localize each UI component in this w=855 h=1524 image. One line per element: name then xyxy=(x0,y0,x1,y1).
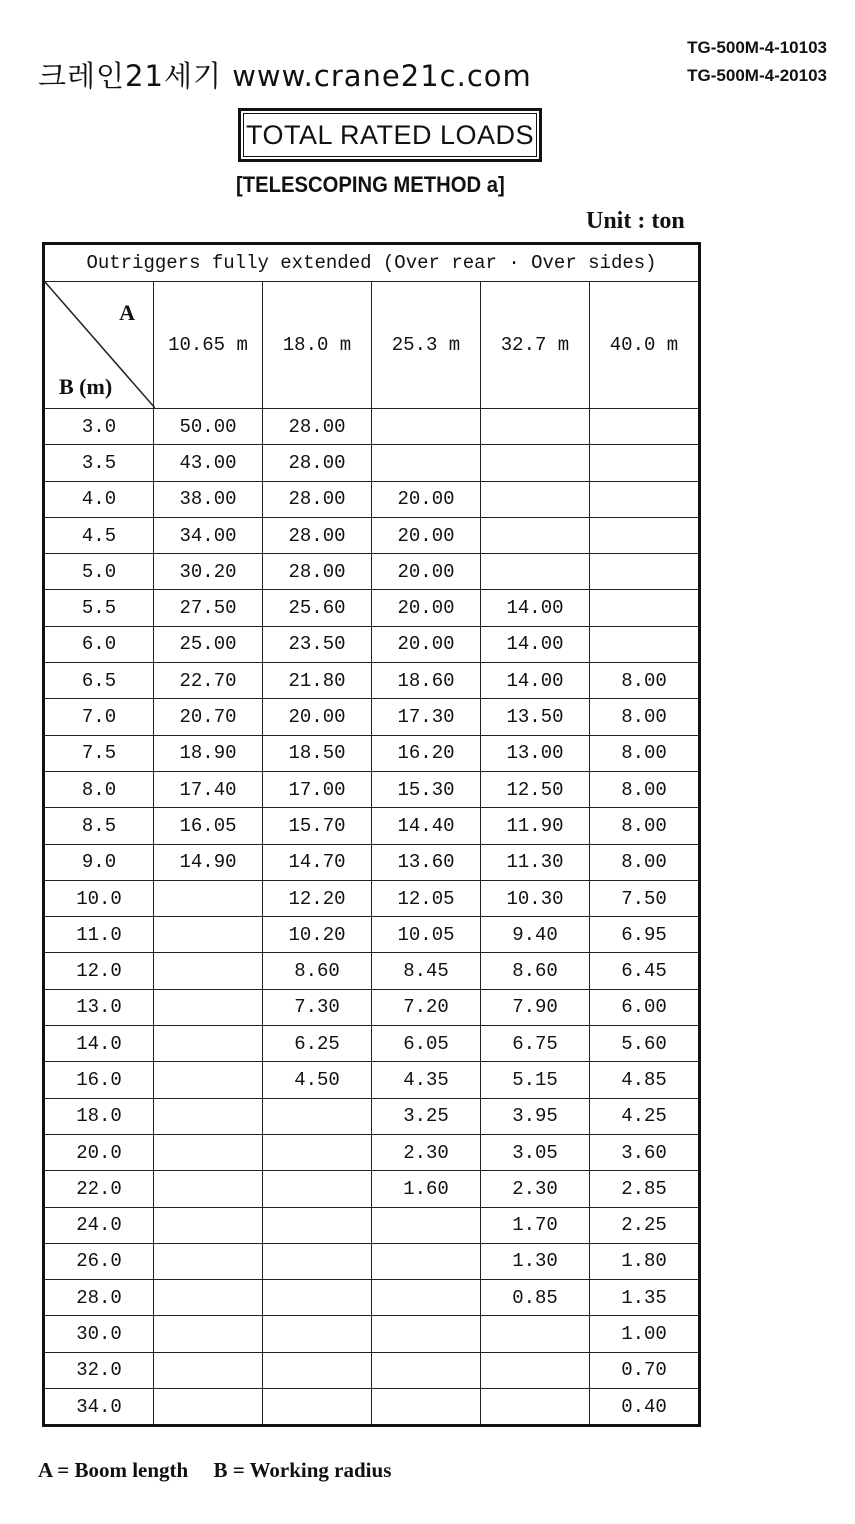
radius-cell: 20.0 xyxy=(44,1134,154,1170)
table-row xyxy=(44,1389,700,1426)
table-row xyxy=(44,663,700,699)
load-cell: 18.50 xyxy=(263,735,372,771)
load-cell: 5.15 xyxy=(481,1062,590,1098)
load-cell: 18.90 xyxy=(154,735,263,771)
radius-cell: 22.0 xyxy=(44,1171,154,1207)
load-cell: 10.05 xyxy=(372,917,481,953)
load-cell: 15.30 xyxy=(372,771,481,807)
table-row xyxy=(44,880,700,916)
load-cell xyxy=(481,517,590,553)
load-cell: 50.00 xyxy=(154,409,263,445)
rated-loads-table xyxy=(42,242,701,1427)
load-cell: 8.00 xyxy=(590,771,700,807)
load-cell: 1.35 xyxy=(590,1280,700,1316)
radius-cell: 12.0 xyxy=(44,953,154,989)
table-row xyxy=(44,844,700,880)
page-title: TOTAL RATED LOADS xyxy=(238,108,542,162)
load-cell: 13.50 xyxy=(481,699,590,735)
load-cell xyxy=(263,1243,372,1279)
load-cell xyxy=(263,1389,372,1426)
load-cell: 8.00 xyxy=(590,844,700,880)
table-row xyxy=(44,808,700,844)
load-cell: 2.30 xyxy=(372,1134,481,1170)
load-cell: 5.60 xyxy=(590,1026,700,1062)
load-cell: 15.70 xyxy=(263,808,372,844)
load-cell xyxy=(263,1171,372,1207)
load-cell xyxy=(372,1316,481,1352)
watermark-text: 크레인21세기 www.crane21c.com xyxy=(38,59,532,93)
column-header: 25.3 m xyxy=(372,282,481,409)
table-row xyxy=(44,1207,700,1243)
corner-label-radius: B (m) xyxy=(59,374,113,399)
load-cell: 20.00 xyxy=(372,517,481,553)
load-cell: 4.85 xyxy=(590,1062,700,1098)
load-cell xyxy=(154,1171,263,1207)
radius-cell: 26.0 xyxy=(44,1243,154,1279)
load-cell: 8.00 xyxy=(590,663,700,699)
table-body xyxy=(44,409,700,1426)
page-subtitle: [TELESCOPING METHOD a] xyxy=(236,172,505,197)
load-cell xyxy=(372,1389,481,1426)
table-row xyxy=(44,1026,700,1062)
load-cell xyxy=(154,1243,263,1279)
load-cell: 28.00 xyxy=(263,409,372,445)
load-cell: 14.70 xyxy=(263,844,372,880)
radius-cell: 3.5 xyxy=(44,445,154,481)
load-cell: 1.60 xyxy=(372,1171,481,1207)
load-cell: 17.00 xyxy=(263,771,372,807)
load-cell: 25.60 xyxy=(263,590,372,626)
table-row xyxy=(44,590,700,626)
table-caption: Outriggers fully extended (Over rear · Over sides) xyxy=(44,244,700,282)
radius-cell: 10.0 xyxy=(44,880,154,916)
load-cell: 8.45 xyxy=(372,953,481,989)
load-cell xyxy=(263,1316,372,1352)
radius-cell: 34.0 xyxy=(44,1389,154,1426)
load-cell: 4.25 xyxy=(590,1098,700,1134)
load-cell: 7.90 xyxy=(481,989,590,1025)
load-cell: 8.60 xyxy=(263,953,372,989)
load-cell: 0.40 xyxy=(590,1389,700,1426)
load-cell xyxy=(590,481,700,517)
table-row xyxy=(44,917,700,953)
load-cell xyxy=(372,1207,481,1243)
load-cell: 4.35 xyxy=(372,1062,481,1098)
load-cell: 20.00 xyxy=(372,481,481,517)
load-cell: 16.20 xyxy=(372,735,481,771)
load-cell xyxy=(481,445,590,481)
load-cell: 20.00 xyxy=(372,590,481,626)
load-cell: 8.60 xyxy=(481,953,590,989)
corner-header xyxy=(44,282,154,409)
table-row xyxy=(44,1171,700,1207)
load-cell: 7.30 xyxy=(263,989,372,1025)
load-cell xyxy=(154,953,263,989)
radius-cell: 9.0 xyxy=(44,844,154,880)
radius-cell: 13.0 xyxy=(44,989,154,1025)
load-cell: 30.20 xyxy=(154,554,263,590)
table-row xyxy=(44,1098,700,1134)
load-cell: 3.95 xyxy=(481,1098,590,1134)
table-row xyxy=(44,481,700,517)
load-cell xyxy=(154,989,263,1025)
load-cell: 6.95 xyxy=(590,917,700,953)
radius-cell: 11.0 xyxy=(44,917,154,953)
radius-cell: 16.0 xyxy=(44,1062,154,1098)
load-cell: 1.00 xyxy=(590,1316,700,1352)
radius-cell: 28.0 xyxy=(44,1280,154,1316)
load-cell: 14.00 xyxy=(481,626,590,662)
load-cell xyxy=(590,590,700,626)
load-cell xyxy=(154,1389,263,1426)
legend-working-radius: B = Working radius xyxy=(213,1458,392,1482)
table-row xyxy=(44,989,700,1025)
column-header: 10.65 m xyxy=(154,282,263,409)
table-row xyxy=(44,409,700,445)
load-cell: 27.50 xyxy=(154,590,263,626)
load-cell xyxy=(590,409,700,445)
load-cell xyxy=(154,1352,263,1388)
radius-cell: 14.0 xyxy=(44,1026,154,1062)
table-row xyxy=(44,445,700,481)
load-cell xyxy=(372,445,481,481)
table-row xyxy=(44,1243,700,1279)
load-cell: 23.50 xyxy=(263,626,372,662)
load-cell: 13.60 xyxy=(372,844,481,880)
load-cell: 12.50 xyxy=(481,771,590,807)
load-cell xyxy=(263,1352,372,1388)
table-row xyxy=(44,735,700,771)
load-cell xyxy=(590,517,700,553)
load-cell: 1.70 xyxy=(481,1207,590,1243)
load-cell: 2.85 xyxy=(590,1171,700,1207)
load-cell: 22.70 xyxy=(154,663,263,699)
table-row xyxy=(44,1352,700,1388)
radius-cell: 4.0 xyxy=(44,481,154,517)
corner-label-boom: A xyxy=(119,300,135,325)
load-cell xyxy=(263,1134,372,1170)
load-cell: 0.85 xyxy=(481,1280,590,1316)
load-cell xyxy=(481,409,590,445)
load-cell: 28.00 xyxy=(263,517,372,553)
load-cell: 3.05 xyxy=(481,1134,590,1170)
radius-cell: 8.0 xyxy=(44,771,154,807)
load-cell xyxy=(154,880,263,916)
document-codes xyxy=(687,34,827,90)
unit-label: Unit : ton xyxy=(586,208,685,234)
load-cell: 20.70 xyxy=(154,699,263,735)
load-cell xyxy=(154,917,263,953)
table-row xyxy=(44,1280,700,1316)
load-cell: 25.00 xyxy=(154,626,263,662)
column-header: 18.0 m xyxy=(263,282,372,409)
load-cell: 16.05 xyxy=(154,808,263,844)
load-cell xyxy=(154,1207,263,1243)
legend-boom-length: A = Boom length xyxy=(38,1458,189,1482)
column-header: 32.7 m xyxy=(481,282,590,409)
radius-cell: 18.0 xyxy=(44,1098,154,1134)
radius-cell: 7.5 xyxy=(44,735,154,771)
load-cell: 12.05 xyxy=(372,880,481,916)
load-cell: 8.00 xyxy=(590,808,700,844)
radius-cell: 5.0 xyxy=(44,554,154,590)
load-cell xyxy=(263,1098,372,1134)
load-cell: 10.20 xyxy=(263,917,372,953)
load-cell: 6.45 xyxy=(590,953,700,989)
load-cell: 6.00 xyxy=(590,989,700,1025)
load-cell: 20.00 xyxy=(372,626,481,662)
load-cell: 9.40 xyxy=(481,917,590,953)
load-cell: 3.25 xyxy=(372,1098,481,1134)
radius-cell: 7.0 xyxy=(44,699,154,735)
load-cell xyxy=(372,409,481,445)
load-cell: 13.00 xyxy=(481,735,590,771)
load-cell: 0.70 xyxy=(590,1352,700,1388)
load-cell: 21.80 xyxy=(263,663,372,699)
load-cell: 1.30 xyxy=(481,1243,590,1279)
load-cell xyxy=(590,445,700,481)
load-cell xyxy=(154,1026,263,1062)
load-cell xyxy=(372,1352,481,1388)
load-cell: 14.00 xyxy=(481,590,590,626)
radius-cell: 5.5 xyxy=(44,590,154,626)
table-row xyxy=(44,953,700,989)
table-row xyxy=(44,1134,700,1170)
load-cell: 12.20 xyxy=(263,880,372,916)
radius-cell: 4.5 xyxy=(44,517,154,553)
load-cell: 17.30 xyxy=(372,699,481,735)
radius-cell: 6.5 xyxy=(44,663,154,699)
table-row xyxy=(44,771,700,807)
load-cell: 38.00 xyxy=(154,481,263,517)
load-cell xyxy=(481,481,590,517)
load-cell: 34.00 xyxy=(154,517,263,553)
load-cell: 7.50 xyxy=(590,880,700,916)
table-row xyxy=(44,699,700,735)
radius-cell: 8.5 xyxy=(44,808,154,844)
load-cell xyxy=(481,1389,590,1426)
table-row xyxy=(44,1316,700,1352)
load-cell: 28.00 xyxy=(263,445,372,481)
load-cell: 4.50 xyxy=(263,1062,372,1098)
radius-cell: 6.0 xyxy=(44,626,154,662)
load-cell xyxy=(263,1280,372,1316)
load-cell: 2.25 xyxy=(590,1207,700,1243)
load-cell: 14.00 xyxy=(481,663,590,699)
load-cell: 28.00 xyxy=(263,481,372,517)
column-header: 40.0 m xyxy=(590,282,700,409)
load-cell xyxy=(154,1316,263,1352)
load-cell: 20.00 xyxy=(263,699,372,735)
load-cell: 20.00 xyxy=(372,554,481,590)
load-cell: 11.90 xyxy=(481,808,590,844)
radius-cell: 32.0 xyxy=(44,1352,154,1388)
load-cell: 14.40 xyxy=(372,808,481,844)
radius-cell: 30.0 xyxy=(44,1316,154,1352)
load-cell xyxy=(154,1062,263,1098)
load-cell xyxy=(372,1243,481,1279)
load-cell: 6.75 xyxy=(481,1026,590,1062)
table-row xyxy=(44,517,700,553)
load-cell xyxy=(263,1207,372,1243)
load-cell: 43.00 xyxy=(154,445,263,481)
document-code-2: TG-500M-4-20103 xyxy=(687,66,827,85)
load-cell xyxy=(154,1280,263,1316)
load-cell: 28.00 xyxy=(263,554,372,590)
load-cell: 6.25 xyxy=(263,1026,372,1062)
load-cell: 14.90 xyxy=(154,844,263,880)
load-cell xyxy=(372,1280,481,1316)
table-row xyxy=(44,626,700,662)
load-cell: 8.00 xyxy=(590,735,700,771)
load-cell xyxy=(481,1352,590,1388)
load-cell: 1.80 xyxy=(590,1243,700,1279)
load-cell xyxy=(590,554,700,590)
load-cell: 10.30 xyxy=(481,880,590,916)
load-cell xyxy=(481,554,590,590)
table-row xyxy=(44,554,700,590)
radius-cell: 3.0 xyxy=(44,409,154,445)
table-row xyxy=(44,1062,700,1098)
legend xyxy=(38,1458,411,1483)
load-cell: 2.30 xyxy=(481,1171,590,1207)
document-code-1: TG-500M-4-10103 xyxy=(687,38,827,57)
load-cell xyxy=(154,1098,263,1134)
load-cell: 11.30 xyxy=(481,844,590,880)
load-cell: 6.05 xyxy=(372,1026,481,1062)
load-cell xyxy=(481,1316,590,1352)
load-cell: 8.00 xyxy=(590,699,700,735)
load-cell: 3.60 xyxy=(590,1134,700,1170)
radius-cell: 24.0 xyxy=(44,1207,154,1243)
load-cell xyxy=(590,626,700,662)
load-cell: 17.40 xyxy=(154,771,263,807)
load-cell: 18.60 xyxy=(372,663,481,699)
load-cell: 7.20 xyxy=(372,989,481,1025)
load-cell xyxy=(154,1134,263,1170)
